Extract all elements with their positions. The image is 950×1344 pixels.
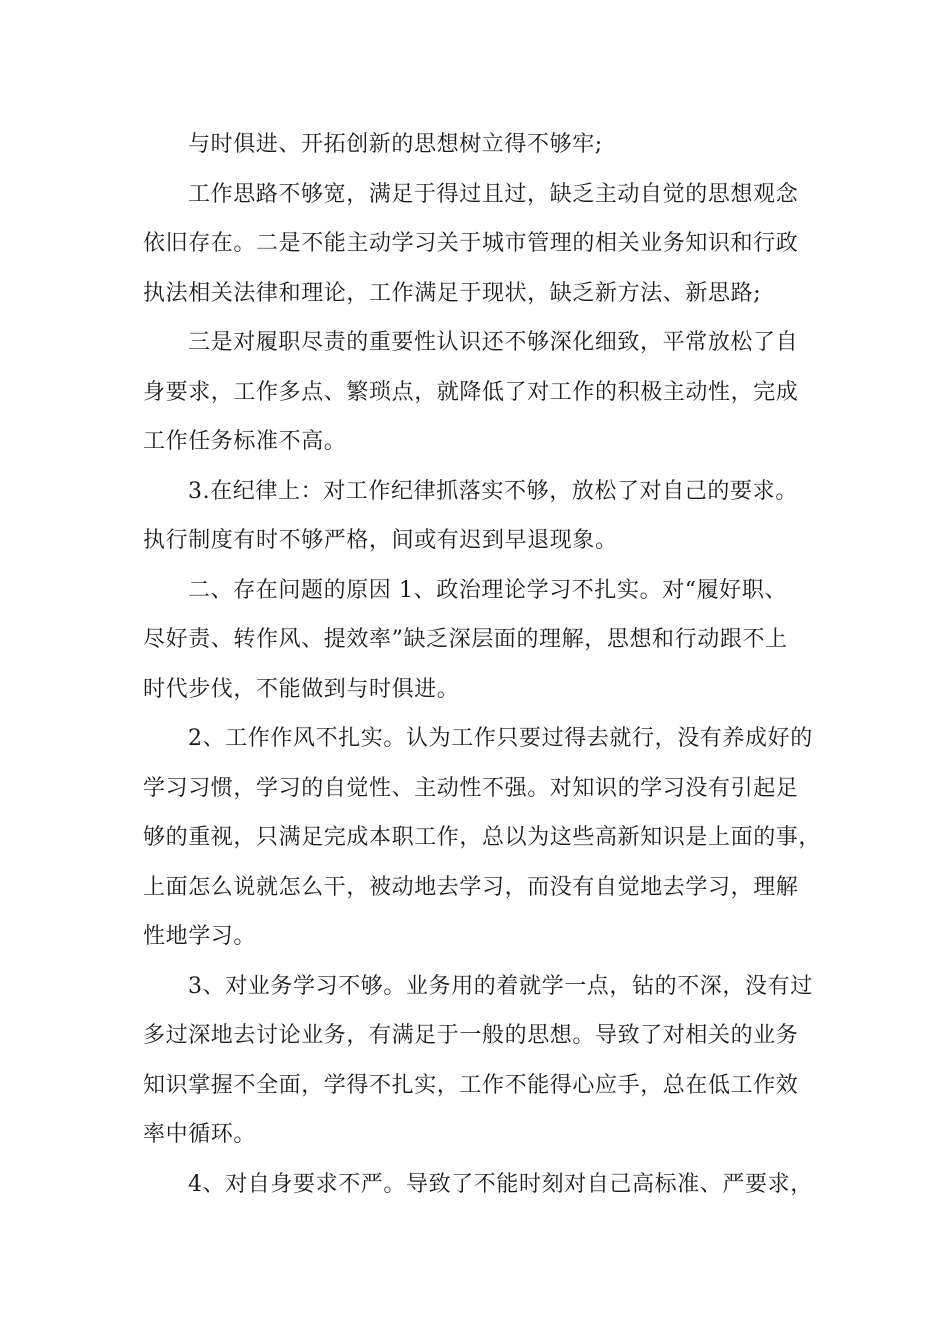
- text-line: 学习习惯，学习的自觉性、主动性不强。对知识的学习没有引起足: [143, 775, 799, 801]
- paragraph: [143, 1160, 813, 1210]
- text-line: 工作任务标准不高。: [143, 429, 347, 454]
- paragraph: [143, 120, 808, 170]
- paragraph: [143, 566, 808, 715]
- text-line: 执法相关法律和理论，工作满足于现状，缺乏新方法、新思路;: [143, 280, 762, 306]
- paragraph: [143, 962, 813, 1160]
- text-line: 率中循环。: [143, 1122, 257, 1147]
- text-line: 工作思路不够宽，满足于得过且过，缺乏主动自觉的思想观念: [188, 181, 799, 207]
- text-line: 2、工作作风不扎实。认为工作只要过得去就行，没有养成好的: [188, 726, 813, 751]
- text-line: 够的重视，只满足完成本职工作，总以为这些高新知识是上面的事，: [143, 825, 822, 850]
- text-line: 知识掌握不全面，学得不扎实，工作不能得心应手，总在低工作效: [143, 1072, 799, 1098]
- text-line: 身要求，工作多点、繁琐点，就降低了对工作的积极主动性，完成: [143, 379, 799, 405]
- text-line: 上面怎么说就怎么干，被动地去学习，而没有自觉地去学习，理解: [143, 874, 799, 900]
- paragraph: [143, 318, 808, 467]
- paragraph: [143, 170, 808, 319]
- paragraph: [143, 714, 822, 962]
- text-line: 依旧存在。二是不能主动学习关于城市管理的相关业务知识和行政: [143, 231, 799, 256]
- text-line: 二、存在问题的原因 1、政治理论学习不扎实。对“履好职、: [188, 577, 788, 603]
- text-line: 3、对业务学习不够。业务用的着就学一点，钻的不深，没有过: [188, 973, 813, 999]
- text-line: 3.在纪律上：对工作纪律抓落实不够，放松了对自己的要求。: [188, 478, 798, 504]
- text-line: 三是对履职尽责的重要性认识还不够深化细致，平常放松了自: [188, 330, 799, 355]
- text-line: 多过深地去讨论业务，有满足于一般的思想。导致了对相关的业务: [143, 1023, 799, 1048]
- text-line: 4、对自身要求不严。导致了不能时刻对自己高标准、严要求，: [188, 1171, 813, 1197]
- text-line: 性地学习。: [143, 924, 257, 949]
- text-line: 执行制度有时不够严格，间或有迟到早退现象。: [143, 528, 618, 553]
- text-line: 时代步伐，不能做到与时俱进。: [143, 676, 460, 702]
- text-line: 尽好责、转作风、提效率”缺乏深层面的理解，思想和行动跟不上: [143, 627, 788, 652]
- paragraph: [143, 467, 808, 566]
- text-line: 与时俱进、开拓创新的思想树立得不够牢;: [188, 132, 603, 157]
- document-page: [143, 120, 822, 1209]
